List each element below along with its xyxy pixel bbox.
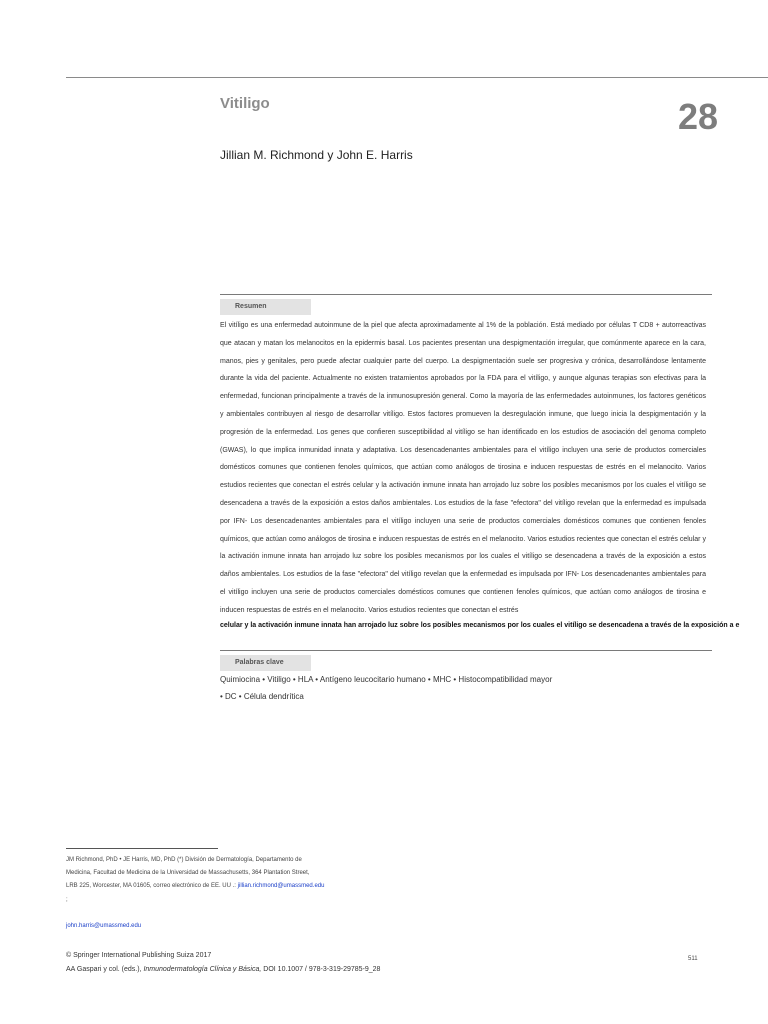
- footnote-rule: [66, 848, 218, 849]
- abstract-text: El vitíligo es una enfermedad autoinmune de la piel que afecta aproximadamente al 1% de la población. Está mediado por células T CD8 + autorreactivas que atacan y matan los melanocitos en la epidermis basal. Los pacientes presentan una despigmentación irregular, que comúnmente aparece en la cara, manos, pies y genitales, pero puede afectar cualquier parte del cuerpo. La despigmentación suele ser progresiva y crónica, desarrollándose lentamente durante la vida del paciente. Actualmente no existen tratamientos aprobados por la FDA para el vitíligo, y aunque algunas terapias son efectivas para la enfermedad, funcionan principalmente a través de la inmunosupresión general. Como la mayoría de las enfermedades autoinmunes, los factores genéticos y ambientales contribuyen al riesgo de desarrollar vitíligo. Estos factores promueven la desregulación inmune, que luego inicia la despigmentación y la progresión de la enfermedad. Los genes que confieren susceptibilidad al vitíligo se han identificado en los estudios de asociación del genoma completo (GWAS), lo que implica inmunidad innata y adaptativa. Los desencadenantes ambientales para el vitíligo incluyen una serie de productos comerciales domésticos comunes que contienen fenoles químicos, que actúan como análogos de tirosina e inducen respuestas de estrés en el melanocito. Varios estudios recientes que conectan el estrés celular y la activación inmune innata han arrojado luz sobre los posibles mecanismos por los cuales el vitíligo se desencadena a través de la exposición a estos daños ambientales. Los estudios de la fase "efectora" del vitíligo revelan que la enfermedad es impulsada por IFN- Los desencadenantes ambientales para el vitíligo incluyen una serie de productos comerciales domésticos comunes que contienen fenoles químicos, que actúan como análogos de tirosina e inducen respuestas de estrés en el melanocito. Varios estudios recientes que conectan el estrés celular y la activación inmune innata han arrojado luz sobre los posibles mecanismos por los cuales el vitíligo se desencadena a través de la exposición a estos daños ambientales. Los estudios de la fase "efectora" del vitíligo revelan que la enfermedad es impulsada por IFN- Los desencadenantes ambientales para el vitíligo incluyen una serie de productos comerciales domésticos comunes que contienen fenoles químicos, que actúan como análogos de tirosina e inducen respuestas de estrés en el melanocito. Varios estudios recientes que conectan el estrés: [220, 322, 706, 614]
- footnote-line-2: Medicina, Facultad de Medicina de la Universidad de Massachusetts, 364 Plantation Street,: [66, 870, 310, 876]
- abstract-section: [220, 294, 740, 632]
- citation-doi: DOI 10.1007 / 978-3-319-29785-9_28: [263, 966, 381, 973]
- authors: Jillian M. Richmond y John E. Harris: [220, 148, 413, 162]
- footnote-line-1: JM Richmond, PhD • JE Harris, MD, PhD (*) División de Dermatología, Departamento de: [66, 857, 302, 863]
- keywords-rule: [220, 650, 712, 651]
- copyright: © Springer International Publishing Suiza 2017: [66, 952, 212, 959]
- keywords-line-2: • DC • Célula dendrítica: [220, 692, 304, 701]
- footnote-line-5: [66, 923, 141, 929]
- email-link-harris[interactable]: john.harris@umassmed.edu: [66, 923, 142, 929]
- chapter-title: Vitiligo: [220, 95, 270, 112]
- citation: [66, 966, 380, 973]
- abstract-label: Resumen: [220, 299, 311, 315]
- abstract-bold-line: celular y la activación inmune innata han arrojado luz sobre los posibles mecanismos por los cuales el vitíligo se desencadena a través de la exposición a e: [220, 621, 740, 629]
- top-rule: [66, 77, 768, 78]
- citation-prefix: AA Gaspari y col. (eds.),: [66, 966, 142, 973]
- keywords-line-1: Quimiocina • Vitiligo • HLA • Antígeno leucocitario humano • MHC • Histocompatibilidad mayor: [220, 675, 553, 684]
- page-number: 511: [688, 956, 698, 962]
- footnote-line-3: [66, 883, 324, 889]
- chapter-number: 28: [677, 96, 718, 137]
- email-link-richmond[interactable]: jillian.richmond@umassmed.edu: [237, 883, 325, 889]
- keywords-section: [220, 650, 712, 705]
- keywords-label: Palabras clave: [220, 655, 311, 671]
- footnote-separator: ;: [66, 897, 68, 903]
- footnote-address: LRB 225, Worcester, MA 01605, correo electrónico de EE. UU .:: [66, 883, 236, 889]
- abstract-rule: [220, 294, 712, 295]
- citation-book: Inmunodermatología Clínica y Básica,: [143, 966, 262, 973]
